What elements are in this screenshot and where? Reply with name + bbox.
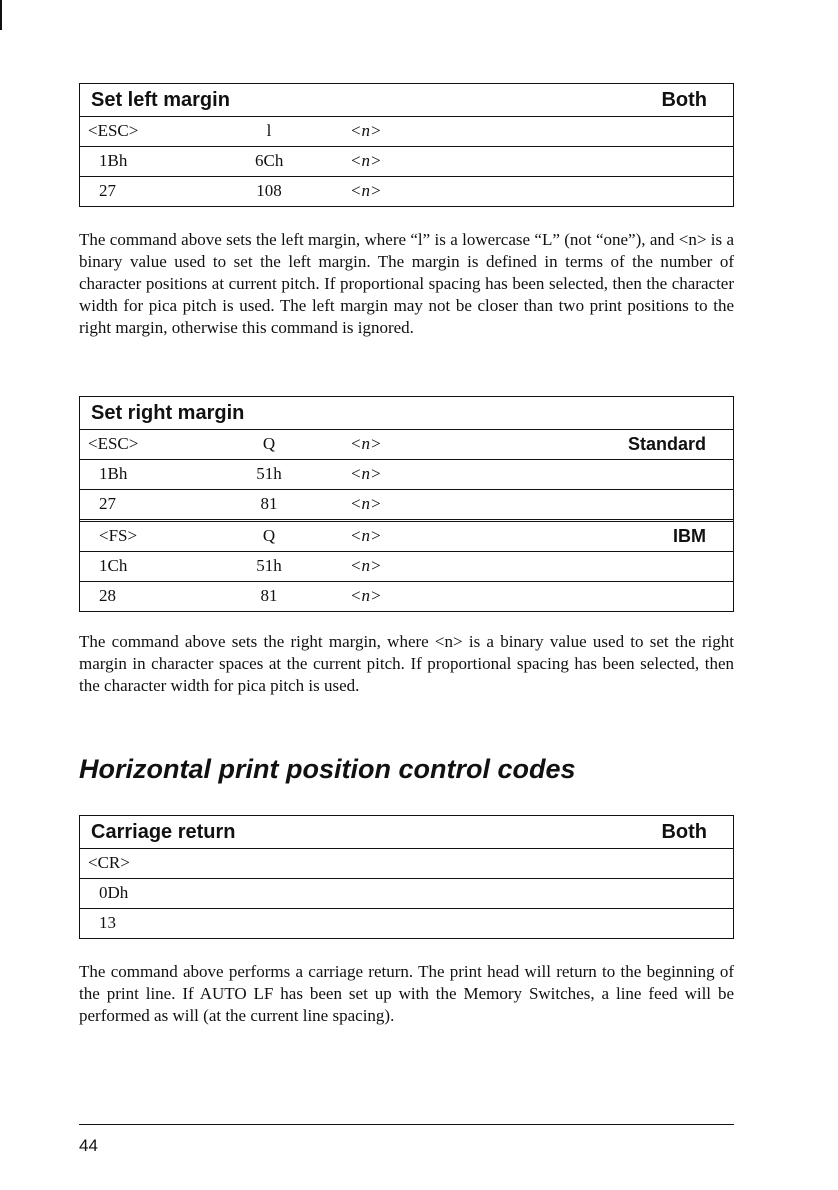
code-hex-char: 6Ch: [255, 151, 284, 170]
code-name: <ESC>: [88, 434, 139, 453]
table-title: Set left margin: [91, 88, 230, 111]
code-hex-char: 51h: [256, 464, 282, 483]
code-decimal: 27: [99, 181, 116, 200]
code-param: <n>: [350, 434, 382, 453]
footer-rule: [79, 1124, 734, 1125]
right-margin-description: The command above sets the right margin, where <n> is a binary value used to set the right margin in character spaces at the current pitch. If proportional spacing has been selected, then the character width for pica pitch is used.: [79, 632, 734, 695]
table-row: [80, 460, 733, 490]
left-margin-description: The command above sets the left margin, where “l” is a lowercase “L” (not “one”), and <n> is a binary value used to set the left margin. The margin is defined in terms of the number of character positions at current pitch. If proportional spacing has been selected, then the character width for pica pitch is used. The left margin may not be closer than two print positions to the right margin, otherwise this command is ignored.: [79, 230, 734, 337]
code-param: <n>: [350, 181, 382, 200]
code-hex: 1Bh: [99, 464, 128, 483]
carriage-return-description: The command above performs a carriage return. The print head will return to the beginning of the print line. If AUTO LF has been set up with the Memory Switches, a line feed will be performed as will (at the current line spacing).: [79, 962, 734, 1025]
scan-edge-mark: [0, 0, 2, 30]
table-row: [80, 177, 733, 206]
table-header: [80, 84, 733, 117]
code-decimal-char: 108: [256, 181, 282, 200]
table-row: [80, 117, 733, 147]
code-char: Q: [262, 526, 276, 545]
table-row: [80, 909, 733, 938]
code-name: <FS>: [99, 526, 138, 545]
code-param: <n>: [350, 151, 382, 170]
set-left-margin-table: [79, 83, 734, 207]
section-title: Horizontal print position control codes: [79, 754, 576, 784]
table-row: [80, 849, 733, 879]
code-param: <n>: [350, 494, 382, 513]
table-row: [80, 879, 733, 909]
code-param: <n>: [350, 586, 382, 605]
mode-tag: Both: [661, 88, 707, 111]
code-hex: 1Ch: [99, 556, 128, 575]
code-name: <ESC>: [88, 121, 139, 140]
table-header: [80, 816, 733, 849]
code-decimal: 27: [99, 494, 116, 513]
table-row: [80, 522, 733, 552]
code-param: <n>: [350, 121, 382, 140]
table-row: [80, 430, 733, 460]
page-number: 44: [79, 1136, 98, 1155]
carriage-return-table: [79, 815, 734, 939]
mode-tag-ibm: IBM: [673, 526, 706, 546]
code-param: <n>: [350, 556, 382, 575]
code-name: <CR>: [88, 853, 130, 872]
code-char: Q: [262, 434, 276, 453]
set-right-margin-table: [79, 396, 734, 612]
code-param: <n>: [350, 526, 382, 545]
code-decimal: 13: [99, 913, 116, 932]
table-title: Set right margin: [91, 401, 245, 424]
code-param: <n>: [350, 464, 382, 483]
table-row: [80, 582, 733, 611]
mode-tag: Both: [661, 820, 707, 843]
mode-tag-standard: Standard: [627, 434, 706, 454]
table-title: Carriage return: [91, 820, 236, 843]
code-decimal-char: 81: [260, 586, 278, 605]
table-header: [80, 397, 733, 430]
table-row: [80, 147, 733, 177]
code-hex: 0Dh: [99, 883, 129, 902]
code-hex: 1Bh: [99, 151, 128, 170]
code-char: l: [266, 121, 272, 140]
table-row: [80, 490, 733, 522]
code-hex-char: 51h: [256, 556, 282, 575]
code-decimal-char: 81: [260, 494, 278, 513]
code-decimal: 28: [99, 586, 116, 605]
table-row: [80, 552, 733, 582]
